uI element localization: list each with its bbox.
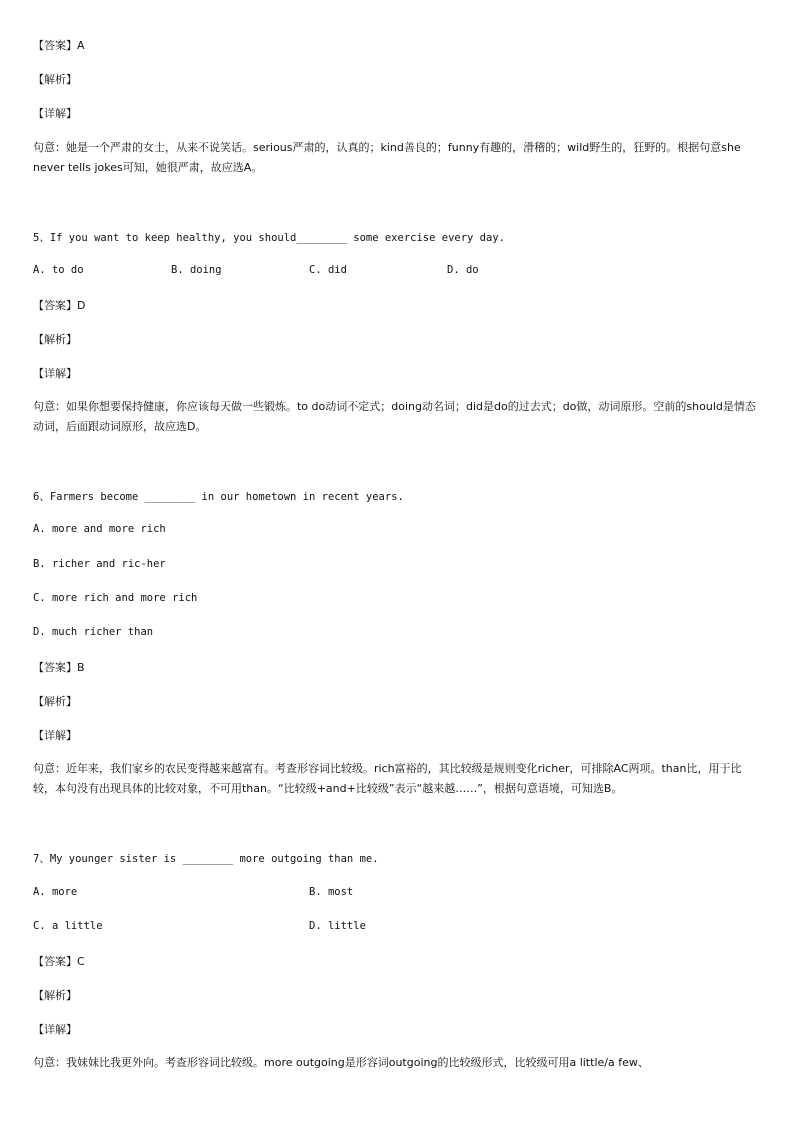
- q7-option-a: A. more: [33, 886, 78, 898]
- q6-analysis-heading: 【解析】: [33, 695, 77, 708]
- q6-option-b: B. richer and ric-her: [33, 558, 166, 570]
- q6-detail-heading: 【详解】: [33, 729, 77, 742]
- q5-option-c: C. did: [309, 264, 347, 276]
- q6-option-c: C. more rich and more rich: [33, 592, 198, 604]
- q6-option-d: D. much richer than: [33, 626, 154, 638]
- q5-detail-heading: 【详解】: [33, 367, 77, 380]
- q5-option-a: A. to do: [33, 264, 84, 276]
- q6-option-a: A. more and more rich: [33, 523, 166, 535]
- q7-detail-heading: 【详解】: [33, 1023, 77, 1036]
- q7-answer: 【答案】C: [33, 955, 85, 968]
- q5-question: 5、If you want to keep healthy, you should________ some exercise every day.: [33, 232, 505, 244]
- q5-option-d: D. do: [447, 264, 479, 276]
- q7-option-d: D. little: [309, 920, 366, 932]
- q5-explanation: 句意：如果你想要保持健康，你应该每天做一些锻炼。to do动词不定式；doing动名词；did是do的过去式；do做，动词原形。空前的should是情态动词，后面跟动词原形，故应选D。: [33, 400, 756, 433]
- q7-option-b: B. most: [309, 886, 354, 898]
- q6-question: 6、Farmers become ________ in our hometown in recent years.: [33, 491, 404, 503]
- q4-explanation: 句意：她是一个严肃的女士，从来不说笑话。serious严肃的，认真的；kind善良的；funny有趣的，滑稽的；wild野生的，狂野的。根据句意she never tells jokes可知，她很严肃，故应选A。: [33, 141, 741, 174]
- q5-analysis-heading: 【解析】: [33, 333, 77, 346]
- q4-answer: 【答案】A: [33, 39, 85, 52]
- q5-option-b: B. doing: [171, 264, 222, 276]
- q7-explanation: 句意：我妹妹比我更外向。考查形容词比较级。more outgoing是形容词outgoing的比较级形式，比较级可用a little/a few、: [33, 1056, 649, 1069]
- q6-answer: 【答案】B: [33, 661, 85, 674]
- q4-analysis-heading: 【解析】: [33, 73, 77, 86]
- q7-analysis-heading: 【解析】: [33, 989, 77, 1002]
- q7-option-c: C. a little: [33, 920, 103, 932]
- q7-question: 7、My younger sister is ________ more outgoing than me.: [33, 853, 379, 865]
- q6-explanation: 句意：近年来，我们家乡的农民变得越来越富有。考查形容词比较级。rich富裕的，其比较级是规则变化richer，可排除AC两项。than比，用于比较，本句没有出现具体的比较对象，不可用than。“比较级+and+比较级”表示“越来越……”，根据句意语境，可知选B。: [33, 762, 742, 795]
- q4-detail-heading: 【详解】: [33, 107, 77, 120]
- q5-answer: 【答案】D: [33, 299, 86, 312]
